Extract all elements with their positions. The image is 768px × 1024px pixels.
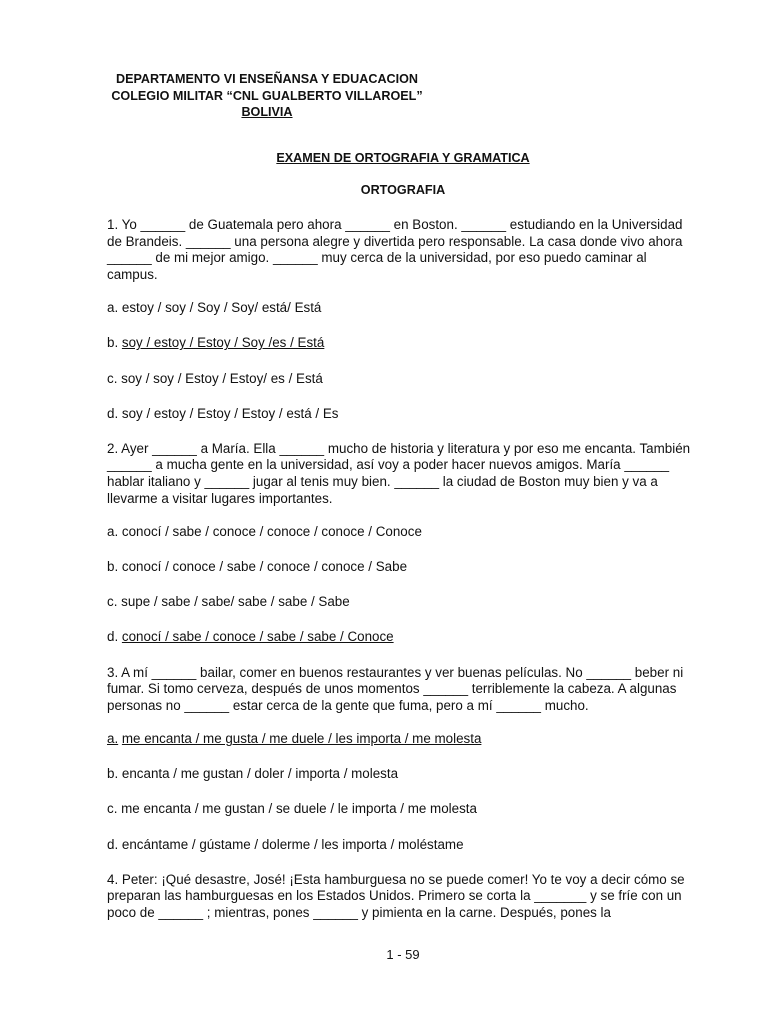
page-number: 1 - 59 — [386, 947, 420, 962]
question-1-option-a — [107, 300, 697, 317]
option-text: soy / estoy / Estoy / Soy /es / Está — [121, 335, 325, 351]
option-letter: d. — [107, 405, 119, 421]
option-letter: b. — [107, 766, 119, 782]
option-text: encanta / me gustan / doler / importa / molesta — [121, 766, 399, 782]
option-letter: a. — [107, 731, 119, 747]
question-1: 1. Yo ______ de Guatemala pero ahora ______ en Boston. ______ estudiando en la Universidad de Brandeis. ______ una persona alegre y divertida pero responsable. La casa donde vivo ahora ______ de mi mejor amigo. ______ muy cerca de la universidad, por eso puedo caminar al campus. — [107, 217, 683, 282]
option-text: me encanta / me gustan / se duele / le importa / me molesta — [121, 801, 477, 817]
question-2-option-c — [107, 594, 697, 611]
question-1-option-d — [107, 406, 697, 423]
country-line: BOLIVIA — [241, 105, 293, 119]
option-letter: c. — [107, 594, 118, 610]
section-title: ORTOGRAFIA — [360, 183, 446, 197]
question-2-option-a — [107, 524, 697, 541]
question-2-option-d — [107, 629, 697, 646]
option-text: encántame / gústame / dolerme / les importa / moléstame — [121, 836, 464, 852]
exam-title: EXAMEN DE ORTOGRAFIA Y GRAMATICA — [276, 151, 530, 165]
option-text: me encanta / me gusta / me duele / les importa / me molesta — [121, 731, 482, 747]
question-2-option-b — [107, 559, 697, 576]
option-letter: d. — [107, 629, 119, 645]
question-4: 4. Peter: ¡Qué desastre, José! ¡Esta hamburguesa no se puede comer! Yo te voy a decir cómo se preparan las hamburguesas en los Estados Unidos. Primero se corta la _______ y se fríe con un poco de ______ ; mientras, pones ______ y pimienta en la carne. Después, pones la — [107, 871, 685, 920]
option-letter: a. — [107, 300, 119, 316]
option-text: supe / sabe / sabe/ sabe / sabe / Sabe — [121, 594, 350, 610]
question-1-option-b — [107, 335, 697, 352]
option-text: conocí / sabe / conoce / conoce / conoce / Conoce — [121, 524, 422, 540]
option-letter: c. — [107, 801, 118, 817]
department-line: DEPARTAMENTO VI ENSEÑANSA Y EDUACACION — [115, 72, 419, 86]
question-3: 3. A mí ______ bailar, comer en buenos restaurantes y ver buenas películas. No ______ beber ni fumar. Si tomo cerveza, después de unos momentos ______ terriblemente la cabeza. A algunas personas no ______ estar cerca de la gente que fuma, pero a mí ______ mucho. — [107, 664, 684, 713]
option-letter: a. — [107, 524, 119, 540]
question-3-option-d — [107, 837, 697, 854]
option-letter: d. — [107, 836, 119, 852]
question-3-option-c — [107, 801, 697, 818]
option-text: soy / estoy / Estoy / Estoy / está / Es — [121, 405, 339, 421]
option-text: conocí / conoce / sabe / conoce / conoce / Sabe — [121, 559, 408, 575]
school-line: COLEGIO MILITAR “CNL GUALBERTO VILLAROEL” — [111, 88, 423, 103]
option-letter: b. — [107, 335, 119, 351]
option-text: conocí / sabe / conoce / sabe / sabe / Conoce — [121, 629, 394, 645]
option-text: estoy / soy / Soy / Soy/ está/ Está — [121, 300, 322, 316]
question-3-option-b — [107, 766, 697, 783]
document-header — [0, 71, 534, 121]
question-2: 2. Ayer ______ a María. Ella ______ mucho de historia y literatura y por eso me encanta. También ______ a mucha gente en la universidad, así voy a poder hacer nuevos amigos. María ______ hablar italiano y ______ jugar al tenis muy bien. ______ la ciudad de Boston muy bien y va a llevarme a visitar lugares importantes. — [107, 440, 691, 506]
option-text: soy / soy / Estoy / Estoy/ es / Está — [121, 370, 323, 386]
question-3-option-a — [107, 731, 697, 748]
exam-content — [107, 217, 697, 938]
option-letter: c. — [107, 370, 118, 386]
option-letter: b. — [107, 559, 119, 575]
question-1-option-c — [107, 371, 697, 388]
